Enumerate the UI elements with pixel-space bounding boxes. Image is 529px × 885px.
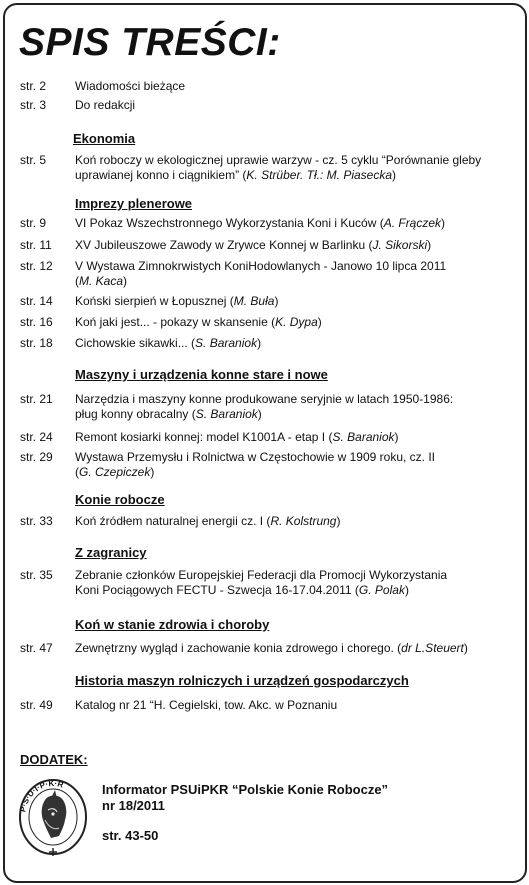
toc-page-number: str. 18 (20, 336, 53, 350)
toc-entry-title: Zebranie członków Europejskiej Federacji dla Promocji Wykorzystania Koni Pociągowych FECTU - Szwecja 16-17.04.2011 (G. Polak) (75, 568, 448, 597)
toc-entry-title: Koń roboczy w ekologicznej uprawie warzyw - cz. 5 cyklu “Porównanie gleby uprawianej konno i ciągnikiem” (K. Strüber. Tł.: M. Piasecka) (75, 153, 482, 182)
toc-page-number: str. 12 (20, 259, 53, 273)
toc-entry-title: Do redakcji (75, 98, 136, 112)
toc-entry (20, 450, 510, 480)
toc-entry-title: Wiadomości bieżące (75, 79, 186, 93)
toc-entry-title: Narzędzia i maszyny konne produkowane seryjnie w latach 1950-1986: pług konny obracalny (S. Baraniok) (75, 392, 454, 421)
toc-entry-author: G. Polak (358, 583, 405, 597)
toc-entry-title: Koń źródłem naturalnej energii cz. I (R. Kolstrung) (75, 514, 341, 528)
toc-entry (20, 568, 510, 598)
toc-entry-title: Remont kosiarki konnej: model K1001A - etap I (S. Baraniok) (75, 430, 399, 444)
toc-entry-title: XV Jubileuszowe Zawody w Zrywce Konnej w Barlinku (J. Sikorski) (75, 238, 432, 252)
section-heading-maszyny: Maszyny i urządzenia konne stare i nowe (75, 367, 328, 382)
toc-entry-author: A. Frączek (383, 216, 442, 230)
psuipkr-logo (15, 770, 91, 860)
toc-entry (20, 641, 510, 656)
toc-entry-author: M. Kaca (79, 274, 124, 288)
toc-entry-title: Koń jaki jest... - pokazy w skansenie (K. Dypa) (75, 315, 322, 329)
toc-entry (20, 698, 510, 713)
toc-entry (20, 259, 510, 289)
toc-entry (20, 392, 510, 422)
toc-page-number: str. 35 (20, 568, 53, 582)
toc-entry-title: Cichowskie sikawki... (S. Baraniok) (75, 336, 262, 350)
toc-page-number: str. 3 (20, 98, 47, 112)
toc-page-number: str. 16 (20, 315, 53, 329)
toc-page-number: str. 5 (20, 153, 47, 167)
supplement-title: Informator PSUiPKR “Polskie Konie Robocze” (102, 782, 389, 797)
toc-entry-author: R. Kolstrung (270, 514, 337, 528)
supplement-pages: str. 43-50 (102, 828, 159, 843)
supplement-heading: DODATEK: (20, 752, 88, 767)
toc-entry-author: G. Czepiczek (79, 465, 151, 479)
toc-entry-author: S. Baraniok (195, 407, 258, 421)
toc-entry-author: S. Baraniok (195, 336, 258, 350)
toc-entry-title: Zewnętrzny wygląd i zachowanie konia zdrowego i chorego. (dr L.Steuert) (75, 641, 468, 655)
toc-entry-title: VI Pokaz Wszechstronnego Wykorzystania Koni i Kuców (A. Frączek) (75, 216, 446, 230)
toc-page-number: str. 47 (20, 641, 53, 655)
toc-entry (20, 430, 510, 445)
toc-entry-author: K. Strüber. Tł.: M. Piasecka (246, 168, 393, 182)
toc-page-number: str. 21 (20, 392, 53, 406)
section-heading-z-zagranicy: Z zagranicy (75, 545, 147, 560)
section-heading-ekonomia: Ekonomia (73, 131, 136, 146)
toc-entry-title: Wystawa Przemysłu i Rolnictwa w Częstochowie w 1909 roku, cz. II (G. Czepiczek) (75, 450, 436, 479)
toc-page-number: str. 29 (20, 450, 53, 464)
toc-page-number: str. 9 (20, 216, 47, 230)
toc-entry (20, 315, 510, 330)
toc-entry-author: M. Buła (233, 294, 275, 308)
toc-page-number: str. 24 (20, 430, 53, 444)
toc-page-number: str. 11 (20, 238, 52, 252)
section-heading-kon-w-stanie-zdrowia: Koń w stanie zdrowia i choroby (75, 617, 270, 632)
toc-entry-title: V Wystawa Zimnokrwistych KoniHodowlanych - Janowo 10 lipca 2011 (M. Kaca) (75, 259, 447, 288)
toc-entry-author: S. Baraniok (332, 430, 395, 444)
toc-page-number: str. 33 (20, 514, 53, 528)
toc-entry (20, 153, 510, 183)
toc-page-number: str. 14 (20, 294, 53, 308)
toc-entry (20, 336, 510, 351)
toc-entry-title: Katalog nr 21 “H. Cegielski, tow. Akc. w Poznaniu (75, 698, 338, 712)
page-title: SPIS TREŚCI: (19, 21, 281, 64)
section-heading-konie-robocze: Konie robocze (75, 492, 165, 507)
toc-entry-author: dr L.Steuert (401, 641, 464, 655)
svg-text:P·S·U·I·P·K·R: P·S·U·I·P·K·R (18, 778, 65, 813)
toc-page-number: str. 49 (20, 698, 53, 712)
toc-entry (20, 238, 510, 253)
supplement-issue: nr 18/2011 (102, 798, 165, 813)
section-heading-historia: Historia maszyn rolniczych i urządzeń gospodarczych (75, 673, 409, 688)
toc-entry-author: K. Dypa (275, 315, 318, 329)
toc-entry (20, 514, 510, 529)
toc-entry (20, 294, 510, 309)
toc-entry (20, 79, 510, 94)
toc-page-number: str. 2 (20, 79, 47, 93)
toc-entry-author: J. Sikorski (372, 238, 428, 252)
toc-entry-title: Koński sierpień w Łopusznej (M. Buła) (75, 294, 279, 308)
toc-entry (20, 98, 510, 113)
section-heading-imprezy-plenerowe: Imprezy plenerowe (75, 196, 193, 211)
toc-entry (20, 216, 510, 231)
